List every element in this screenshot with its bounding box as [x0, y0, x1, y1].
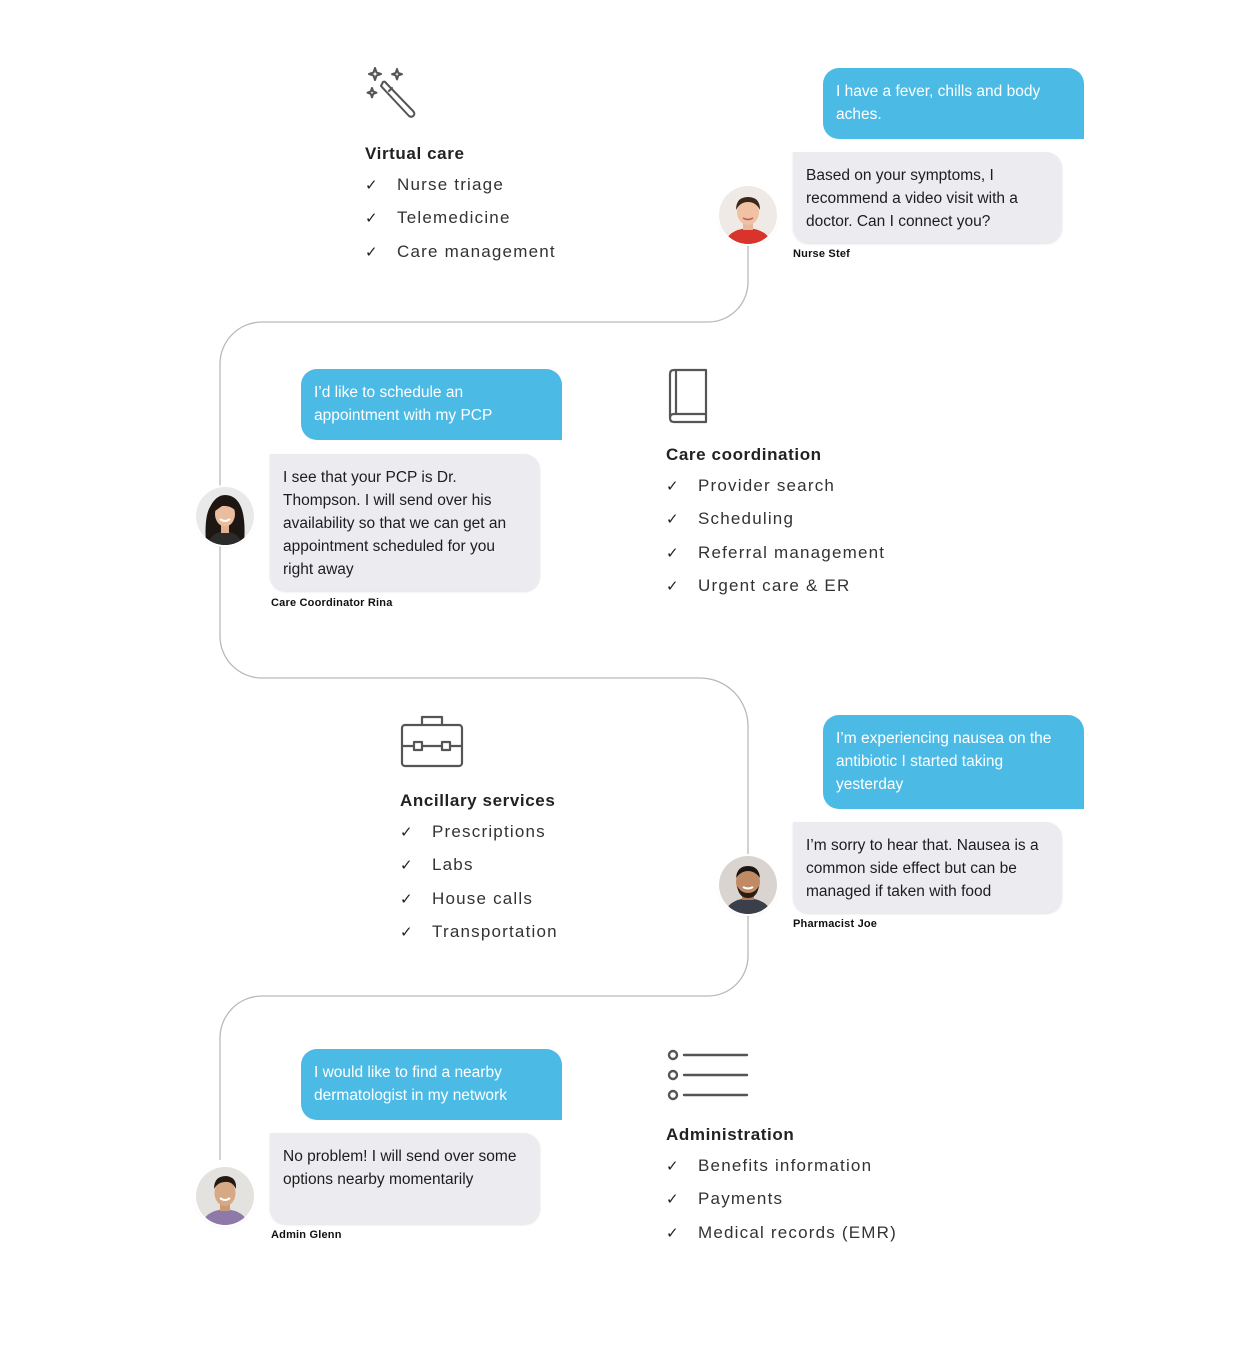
list-item: ✓ Benefits information — [666, 1155, 873, 1175]
check-icon: ✓ — [365, 243, 379, 261]
avatar — [719, 186, 777, 244]
section-title: Virtual care — [365, 144, 465, 163]
user-message-bubble: I’m experiencing nausea on the antibiotic I started taking yesterday — [823, 715, 1084, 809]
user-message-bubble: I have a fever, chills and body aches. — [823, 68, 1084, 139]
list-item: ✓ Referral management — [666, 542, 886, 562]
magic-wand-icon — [365, 66, 417, 120]
book-icon — [666, 368, 710, 424]
check-icon: ✓ — [400, 924, 414, 942]
avatar — [719, 856, 777, 914]
agent-message-bubble: Based on your symptoms, I recommend a video visit with a doctor. Can I connect you? — [793, 152, 1062, 243]
feature-list — [666, 1149, 897, 1250]
list-item: ✓ Medical records (EMR) — [666, 1222, 898, 1242]
agent-message-bubble: I’m sorry to hear that. Nausea is a common side effect but can be managed if taken with food — [793, 822, 1062, 913]
check-icon: ✓ — [666, 1157, 680, 1175]
list-item: ✓ Payments — [666, 1189, 784, 1209]
check-icon: ✓ — [666, 1191, 680, 1209]
ancillary-services-section — [400, 714, 558, 949]
administration-section — [666, 1048, 897, 1250]
list-item: ✓ Telemedicine — [365, 208, 511, 228]
agent-message-bubble: I see that your PCP is Dr. Thompson. I will send over his availability so that we can get an appointment scheduled for you right away — [270, 454, 540, 591]
briefcase-icon — [400, 714, 464, 770]
virtual-care-section — [365, 66, 556, 269]
avatar — [196, 1167, 254, 1225]
agent-message-bubble: No problem! I will send over some options nearby momentarily — [270, 1133, 540, 1224]
user-message-bubble: I would like to find a nearby dermatologist in my network — [301, 1049, 562, 1120]
list-item: ✓ Urgent care & ER — [666, 576, 851, 596]
check-icon: ✓ — [365, 210, 379, 228]
list-item: ✓ Provider search — [666, 475, 836, 495]
check-icon: ✓ — [666, 477, 680, 495]
check-icon: ✓ — [666, 578, 680, 596]
list-item: ✓ Nurse triage — [365, 174, 504, 194]
feature-list — [400, 815, 558, 949]
feature-list — [666, 469, 885, 603]
section-title: Administration — [666, 1125, 795, 1144]
agent-name: Care Coordinator Rina — [271, 597, 393, 609]
check-icon: ✓ — [400, 857, 414, 875]
check-icon: ✓ — [666, 544, 680, 562]
section-title: Ancillary services — [400, 791, 556, 810]
list-item: ✓ Labs — [400, 855, 474, 875]
list-item: ✓ Care management — [365, 241, 556, 261]
list-item: ✓ House calls — [400, 888, 534, 908]
check-icon: ✓ — [400, 823, 414, 841]
section-title: Care coordination — [666, 445, 822, 464]
list-item: ✓ Transportation — [400, 922, 558, 942]
care-coordination-section — [666, 368, 885, 603]
list-item: ✓ Scheduling — [666, 509, 795, 529]
list-icon — [666, 1048, 750, 1104]
check-icon: ✓ — [666, 511, 680, 529]
check-icon: ✓ — [666, 1224, 680, 1242]
check-icon: ✓ — [400, 890, 414, 908]
agent-name: Pharmacist Joe — [793, 918, 878, 930]
user-message-bubble: I’d like to schedule an appointment with my PCP — [301, 369, 562, 440]
avatar — [196, 487, 254, 545]
list-item: ✓ Prescriptions — [400, 821, 546, 841]
feature-list — [365, 168, 556, 269]
agent-name: Nurse Stef — [793, 248, 851, 260]
check-icon: ✓ — [365, 176, 379, 194]
agent-name: Admin Glenn — [271, 1229, 342, 1241]
